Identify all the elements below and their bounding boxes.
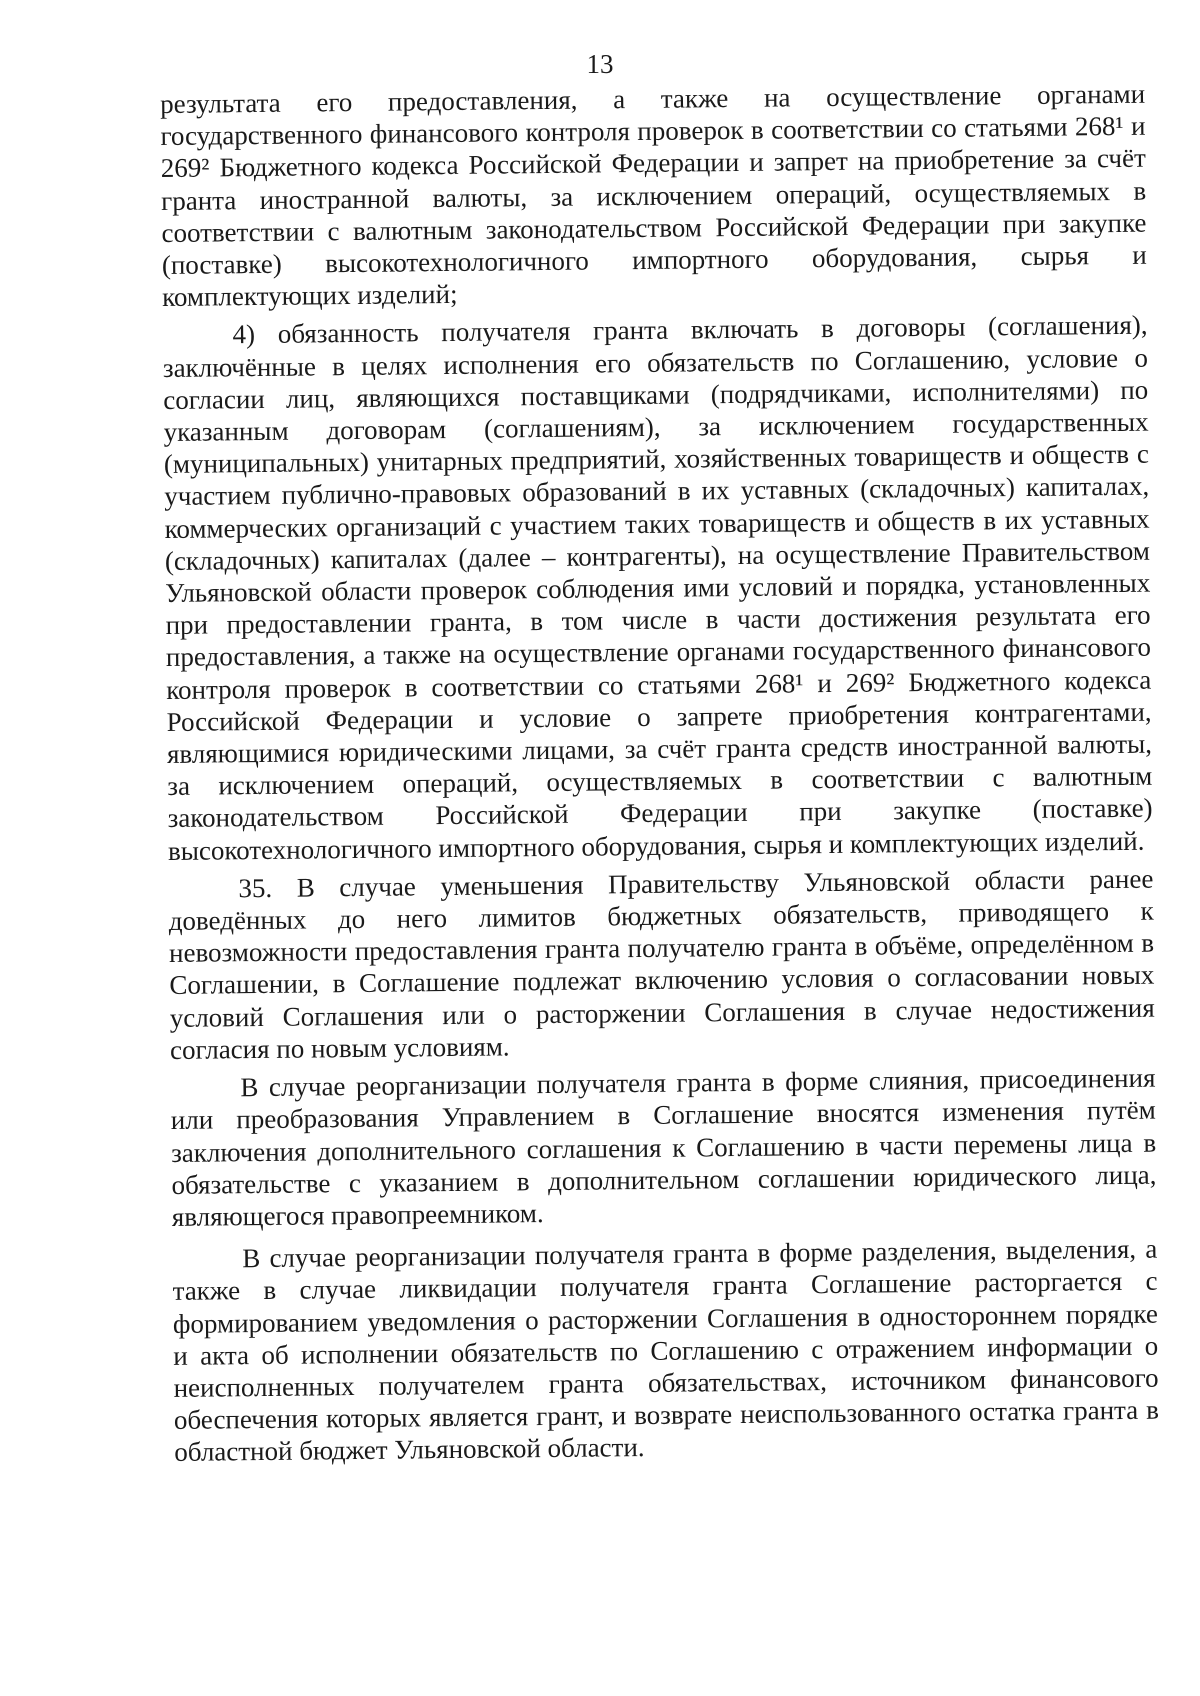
- paragraph-clause-35: 35. В случае уменьшения Правительству Ульяновской области ранее доведённых до него лимитов бюджетных обязательств, приводящего к невозможности предоставления гранта получателю гранта в объёме, определённом в Соглашении, в Соглашение подлежат включению условия о согласовании новых условий Соглашения или о расторжении Соглашения в случае недостижения согласия по новым условиям.: [168, 863, 1155, 1065]
- page-number: 13: [586, 49, 614, 79]
- paragraph-reorganization-division: В случае реорганизации получателя гранта в форме разделения, выделения, а также в случае ликвидации получателя гранта Соглашение расторгается с формированием уведомления о расторжении Соглашения в одностороннем порядке и акта об исполнении обязательств по Соглашению с отражением информации о неисполненных получателем гранта обязательствах, источником финансового обеспечения которых является грант, и возврате неиспользованного остатка гранта в областной бюджет Ульяновской области.: [172, 1233, 1160, 1468]
- paragraph-item-4: 4) обязанность получателя гранта включать в договоры (соглашения), заключённые в целях исполнения его обязательств по Соглашению, условие о согласии лиц, являющихся поставщиками (подрядчиками, исполнителями) по указанным договорам (соглашениям), за исключением государственных (муниципальных) унитарных предприятий, хозяйственных товариществ и обществ с участием публично-правовых образований в их уставных (складочных) капиталах, коммерческих организаций с участием таких товариществ и обществ в их уставных (складочных) капиталах (далее – контрагенты), на осуществление Правительством Ульяновской области проверок соблюдения ими условий и порядка, установленных при предоставлении гранта, в том числе в части достижения результата его предоставления, а также на осуществление органами государственного финансового контроля проверок в соответствии со статьями 268¹ и 269² Бюджетного кодекса Российской Федерации и условие о запрете приобретения контрагентами, являющимися юридическими лицами, за счёт гранта средств иностранной валюты, за исключением операций, осуществляемых в соответствии с валютным законодательством Российской Федерации при закупке (поставке) высокотехнологичного импортного оборудования, сырья и комплектующих изделий.: [162, 310, 1153, 866]
- paragraph-continuation: результата его предоставления, а также на осуществление органами государственного финансового контроля проверок в соответствии со статьями 268¹ и 269² Бюджетного кодекса Российской Федерации и запрет на приобретение за счёт гранта иностранной валюты, за исключением операций, осуществляемых в соответствии с валютным законодательством Российской Федерации при закупке (поставке) высокотехнологичного импортного оборудования, сырья и комплектующих изделий;: [160, 78, 1147, 313]
- document-body: [160, 78, 1159, 1469]
- paragraph-reorganization-merger: В случае реорганизации получателя гранта в форме слияния, присоединения или преобразования Управлением в Соглашение вносятся изменения путём заключения дополнительного соглашения к Соглашению в части перемены лица в обязательстве с указанием в дополнительном соглашении юридического лица, являющегося правопреемником.: [170, 1062, 1157, 1232]
